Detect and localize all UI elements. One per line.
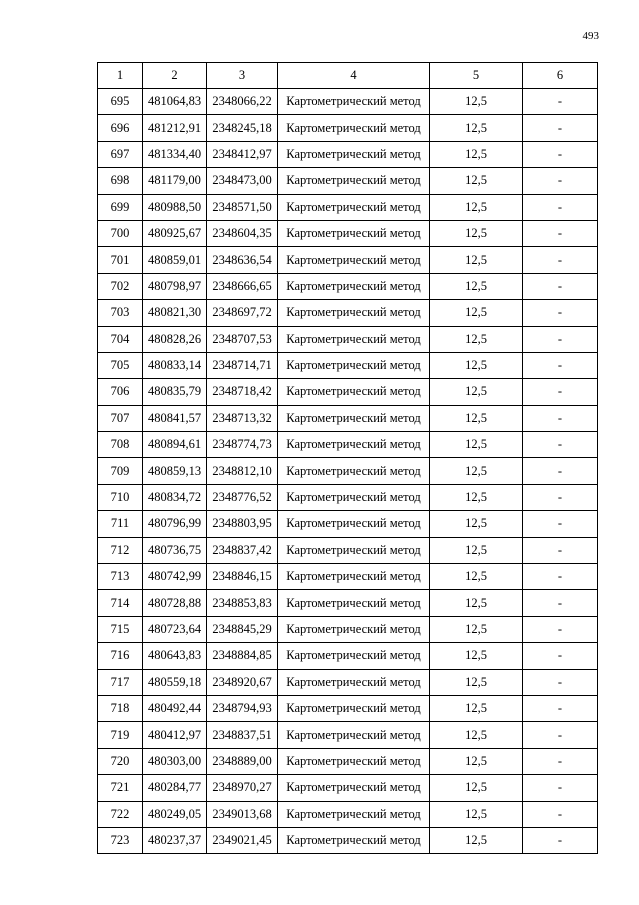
table-cell: 480559,18 (143, 669, 207, 695)
table-cell: Картометрический метод (278, 194, 430, 220)
table-cell: 12,5 (430, 273, 523, 299)
table-cell: 2348803,95 (207, 511, 278, 537)
table-cell: 714 (98, 590, 143, 616)
table-cell: 702 (98, 273, 143, 299)
table-cell: 12,5 (430, 220, 523, 246)
table-cell: - (523, 564, 598, 590)
table-cell: Картометрический метод (278, 405, 430, 431)
table-cell: 12,5 (430, 590, 523, 616)
table-cell: Картометрический метод (278, 89, 430, 115)
table-row (98, 194, 598, 220)
table-cell: 2348812,10 (207, 458, 278, 484)
table-row (98, 695, 598, 721)
table-cell: 480925,67 (143, 220, 207, 246)
table-cell: 711 (98, 511, 143, 537)
table-cell: 723 (98, 827, 143, 853)
table-cell: 480798,97 (143, 273, 207, 299)
table-cell: Картометрический метод (278, 669, 430, 695)
table-cell: 480284,77 (143, 775, 207, 801)
table-cell: 706 (98, 379, 143, 405)
table-cell: 12,5 (430, 168, 523, 194)
table-cell: 2348970,27 (207, 775, 278, 801)
table-cell: 2348920,67 (207, 669, 278, 695)
table-cell: - (523, 405, 598, 431)
table-cell: 703 (98, 300, 143, 326)
table-cell: 12,5 (430, 748, 523, 774)
table-cell: 480736,75 (143, 537, 207, 563)
table-cell: 480988,50 (143, 194, 207, 220)
table-cell: 12,5 (430, 89, 523, 115)
table-cell: - (523, 115, 598, 141)
table-cell: - (523, 511, 598, 537)
table-cell: Картометрический метод (278, 220, 430, 246)
table-cell: - (523, 801, 598, 827)
table-cell: 2348571,50 (207, 194, 278, 220)
table-row (98, 775, 598, 801)
table-cell: 12,5 (430, 669, 523, 695)
table-row (98, 511, 598, 537)
table-cell: 2349021,45 (207, 827, 278, 853)
table-row (98, 827, 598, 853)
table-cell: - (523, 643, 598, 669)
table-cell: 12,5 (430, 247, 523, 273)
table-cell: 2348066,22 (207, 89, 278, 115)
table-cell: - (523, 326, 598, 352)
table-cell: 712 (98, 537, 143, 563)
table-cell: 480237,37 (143, 827, 207, 853)
table-cell: 12,5 (430, 300, 523, 326)
table-cell: 717 (98, 669, 143, 695)
table-cell: 2348774,73 (207, 432, 278, 458)
table-cell: Картометрический метод (278, 801, 430, 827)
table-cell: - (523, 775, 598, 801)
table-cell: - (523, 220, 598, 246)
table-cell: - (523, 827, 598, 853)
table-cell: 481212,91 (143, 115, 207, 141)
table-cell: 2348776,52 (207, 484, 278, 510)
table-cell: Картометрический метод (278, 590, 430, 616)
table-row (98, 405, 598, 431)
table-cell: 480728,88 (143, 590, 207, 616)
table-row (98, 352, 598, 378)
table-cell: 480723,64 (143, 616, 207, 642)
table-cell: - (523, 432, 598, 458)
table-cell: 2349013,68 (207, 801, 278, 827)
table-cell: Картометрический метод (278, 432, 430, 458)
table-cell: Картометрический метод (278, 141, 430, 167)
table-cell: 695 (98, 89, 143, 115)
table-row (98, 141, 598, 167)
table-row (98, 616, 598, 642)
table-row (98, 89, 598, 115)
table-cell: Картометрический метод (278, 300, 430, 326)
table-cell: 701 (98, 247, 143, 273)
table-row (98, 801, 598, 827)
table-cell: - (523, 89, 598, 115)
table-body (98, 89, 598, 854)
table-cell: 2348837,51 (207, 722, 278, 748)
table-cell: 2348245,18 (207, 115, 278, 141)
table-cell: 481064,83 (143, 89, 207, 115)
table-cell: 480833,14 (143, 352, 207, 378)
table-row (98, 590, 598, 616)
table-cell: 481179,00 (143, 168, 207, 194)
table-cell: 2348794,93 (207, 695, 278, 721)
table-cell: 2348845,29 (207, 616, 278, 642)
table-cell: - (523, 273, 598, 299)
table-row (98, 722, 598, 748)
table-cell: - (523, 590, 598, 616)
table-cell: 12,5 (430, 326, 523, 352)
table-cell: 12,5 (430, 194, 523, 220)
table-cell: - (523, 168, 598, 194)
table-cell: 2348714,71 (207, 352, 278, 378)
table-cell: 2348889,00 (207, 748, 278, 774)
table-cell: Картометрический метод (278, 722, 430, 748)
table-cell: 721 (98, 775, 143, 801)
table-cell: - (523, 352, 598, 378)
table-cell: 700 (98, 220, 143, 246)
table-row (98, 669, 598, 695)
table-row (98, 748, 598, 774)
table-cell: - (523, 141, 598, 167)
table-cell: 716 (98, 643, 143, 669)
table-cell: 12,5 (430, 722, 523, 748)
table-cell: 480249,05 (143, 801, 207, 827)
table-cell: 710 (98, 484, 143, 510)
table-cell: 12,5 (430, 379, 523, 405)
table-cell: 12,5 (430, 432, 523, 458)
table-row (98, 379, 598, 405)
table-cell: 12,5 (430, 115, 523, 141)
table-cell: 12,5 (430, 511, 523, 537)
table-cell: - (523, 616, 598, 642)
table-cell: 2348884,85 (207, 643, 278, 669)
table-cell: 480834,72 (143, 484, 207, 510)
table-cell: 696 (98, 115, 143, 141)
table-cell: 12,5 (430, 695, 523, 721)
table-cell: 480859,13 (143, 458, 207, 484)
column-header: 5 (430, 63, 523, 89)
table-cell: 707 (98, 405, 143, 431)
table-cell: 12,5 (430, 775, 523, 801)
table-cell: 704 (98, 326, 143, 352)
table-cell: 2348853,83 (207, 590, 278, 616)
table-cell: Картометрический метод (278, 511, 430, 537)
table-cell: 12,5 (430, 405, 523, 431)
table-cell: 12,5 (430, 643, 523, 669)
table-cell: 709 (98, 458, 143, 484)
column-header: 1 (98, 63, 143, 89)
table-cell: Картометрический метод (278, 273, 430, 299)
table-row (98, 643, 598, 669)
table-row (98, 168, 598, 194)
column-header: 2 (143, 63, 207, 89)
table-row (98, 484, 598, 510)
table-cell: - (523, 247, 598, 273)
table-row (98, 564, 598, 590)
table-cell: Картометрический метод (278, 115, 430, 141)
table-cell: - (523, 748, 598, 774)
table-row (98, 326, 598, 352)
table-cell: 480894,61 (143, 432, 207, 458)
table-cell: 480821,30 (143, 300, 207, 326)
table-cell: 12,5 (430, 616, 523, 642)
table-cell: 480841,57 (143, 405, 207, 431)
table-row (98, 273, 598, 299)
table-cell: 480796,99 (143, 511, 207, 537)
table-cell: 699 (98, 194, 143, 220)
table-cell: 2348473,00 (207, 168, 278, 194)
table-cell: 12,5 (430, 537, 523, 563)
table-cell: - (523, 695, 598, 721)
table-cell: - (523, 484, 598, 510)
table-cell: Картометрический метод (278, 326, 430, 352)
table-cell: 713 (98, 564, 143, 590)
table-row (98, 537, 598, 563)
table-cell: Картометрический метод (278, 458, 430, 484)
table-cell: Картометрический метод (278, 564, 430, 590)
table-row (98, 458, 598, 484)
table-cell: 697 (98, 141, 143, 167)
table-cell: Картометрический метод (278, 484, 430, 510)
table-cell: Картометрический метод (278, 537, 430, 563)
table-cell: 698 (98, 168, 143, 194)
table-cell: - (523, 300, 598, 326)
table-cell: Картометрический метод (278, 748, 430, 774)
table-cell: Картометрический метод (278, 775, 430, 801)
table-cell: 480859,01 (143, 247, 207, 273)
table-cell: Картометрический метод (278, 643, 430, 669)
table-cell: 12,5 (430, 564, 523, 590)
table-cell: 12,5 (430, 458, 523, 484)
table-cell: 12,5 (430, 141, 523, 167)
table-cell: Картометрический метод (278, 616, 430, 642)
table-cell: 481334,40 (143, 141, 207, 167)
table-row (98, 115, 598, 141)
coordinates-table (97, 62, 598, 854)
column-header: 4 (278, 63, 430, 89)
table-cell: - (523, 194, 598, 220)
table-cell: 705 (98, 352, 143, 378)
table-cell: - (523, 458, 598, 484)
table-cell: Картометрический метод (278, 168, 430, 194)
table-cell: Картометрический метод (278, 379, 430, 405)
table-row (98, 220, 598, 246)
table-cell: 480412,97 (143, 722, 207, 748)
table-cell: 480828,26 (143, 326, 207, 352)
table-cell: 2348636,54 (207, 247, 278, 273)
table-cell: Картометрический метод (278, 827, 430, 853)
table-cell: - (523, 669, 598, 695)
table-cell: 719 (98, 722, 143, 748)
table-cell: 2348707,53 (207, 326, 278, 352)
table-cell: 12,5 (430, 827, 523, 853)
table-header-row (98, 63, 598, 89)
table-cell: 480742,99 (143, 564, 207, 590)
table-cell: 2348846,15 (207, 564, 278, 590)
table-cell: 708 (98, 432, 143, 458)
table-cell: 2348666,65 (207, 273, 278, 299)
table-row (98, 247, 598, 273)
table-row (98, 300, 598, 326)
column-header: 3 (207, 63, 278, 89)
column-header: 6 (523, 63, 598, 89)
table-cell: Картометрический метод (278, 695, 430, 721)
table-cell: 480643,83 (143, 643, 207, 669)
table-cell: 722 (98, 801, 143, 827)
table-cell: 2348837,42 (207, 537, 278, 563)
table-cell: - (523, 379, 598, 405)
table-cell: 715 (98, 616, 143, 642)
table-cell: 12,5 (430, 352, 523, 378)
table-cell: 2348412,97 (207, 141, 278, 167)
table-cell: - (523, 722, 598, 748)
table-cell: 2348713,32 (207, 405, 278, 431)
table-cell: 2348718,42 (207, 379, 278, 405)
table-cell: Картометрический метод (278, 352, 430, 378)
table-cell: 12,5 (430, 484, 523, 510)
table-cell: 12,5 (430, 801, 523, 827)
table-cell: 480835,79 (143, 379, 207, 405)
table-row (98, 432, 598, 458)
table-cell: 718 (98, 695, 143, 721)
page-number: 493 (582, 30, 599, 42)
table-cell: - (523, 537, 598, 563)
table-cell: 2348697,72 (207, 300, 278, 326)
table-cell: 480492,44 (143, 695, 207, 721)
table-cell: 2348604,35 (207, 220, 278, 246)
table-cell: Картометрический метод (278, 247, 430, 273)
table-cell: 720 (98, 748, 143, 774)
table-cell: 480303,00 (143, 748, 207, 774)
